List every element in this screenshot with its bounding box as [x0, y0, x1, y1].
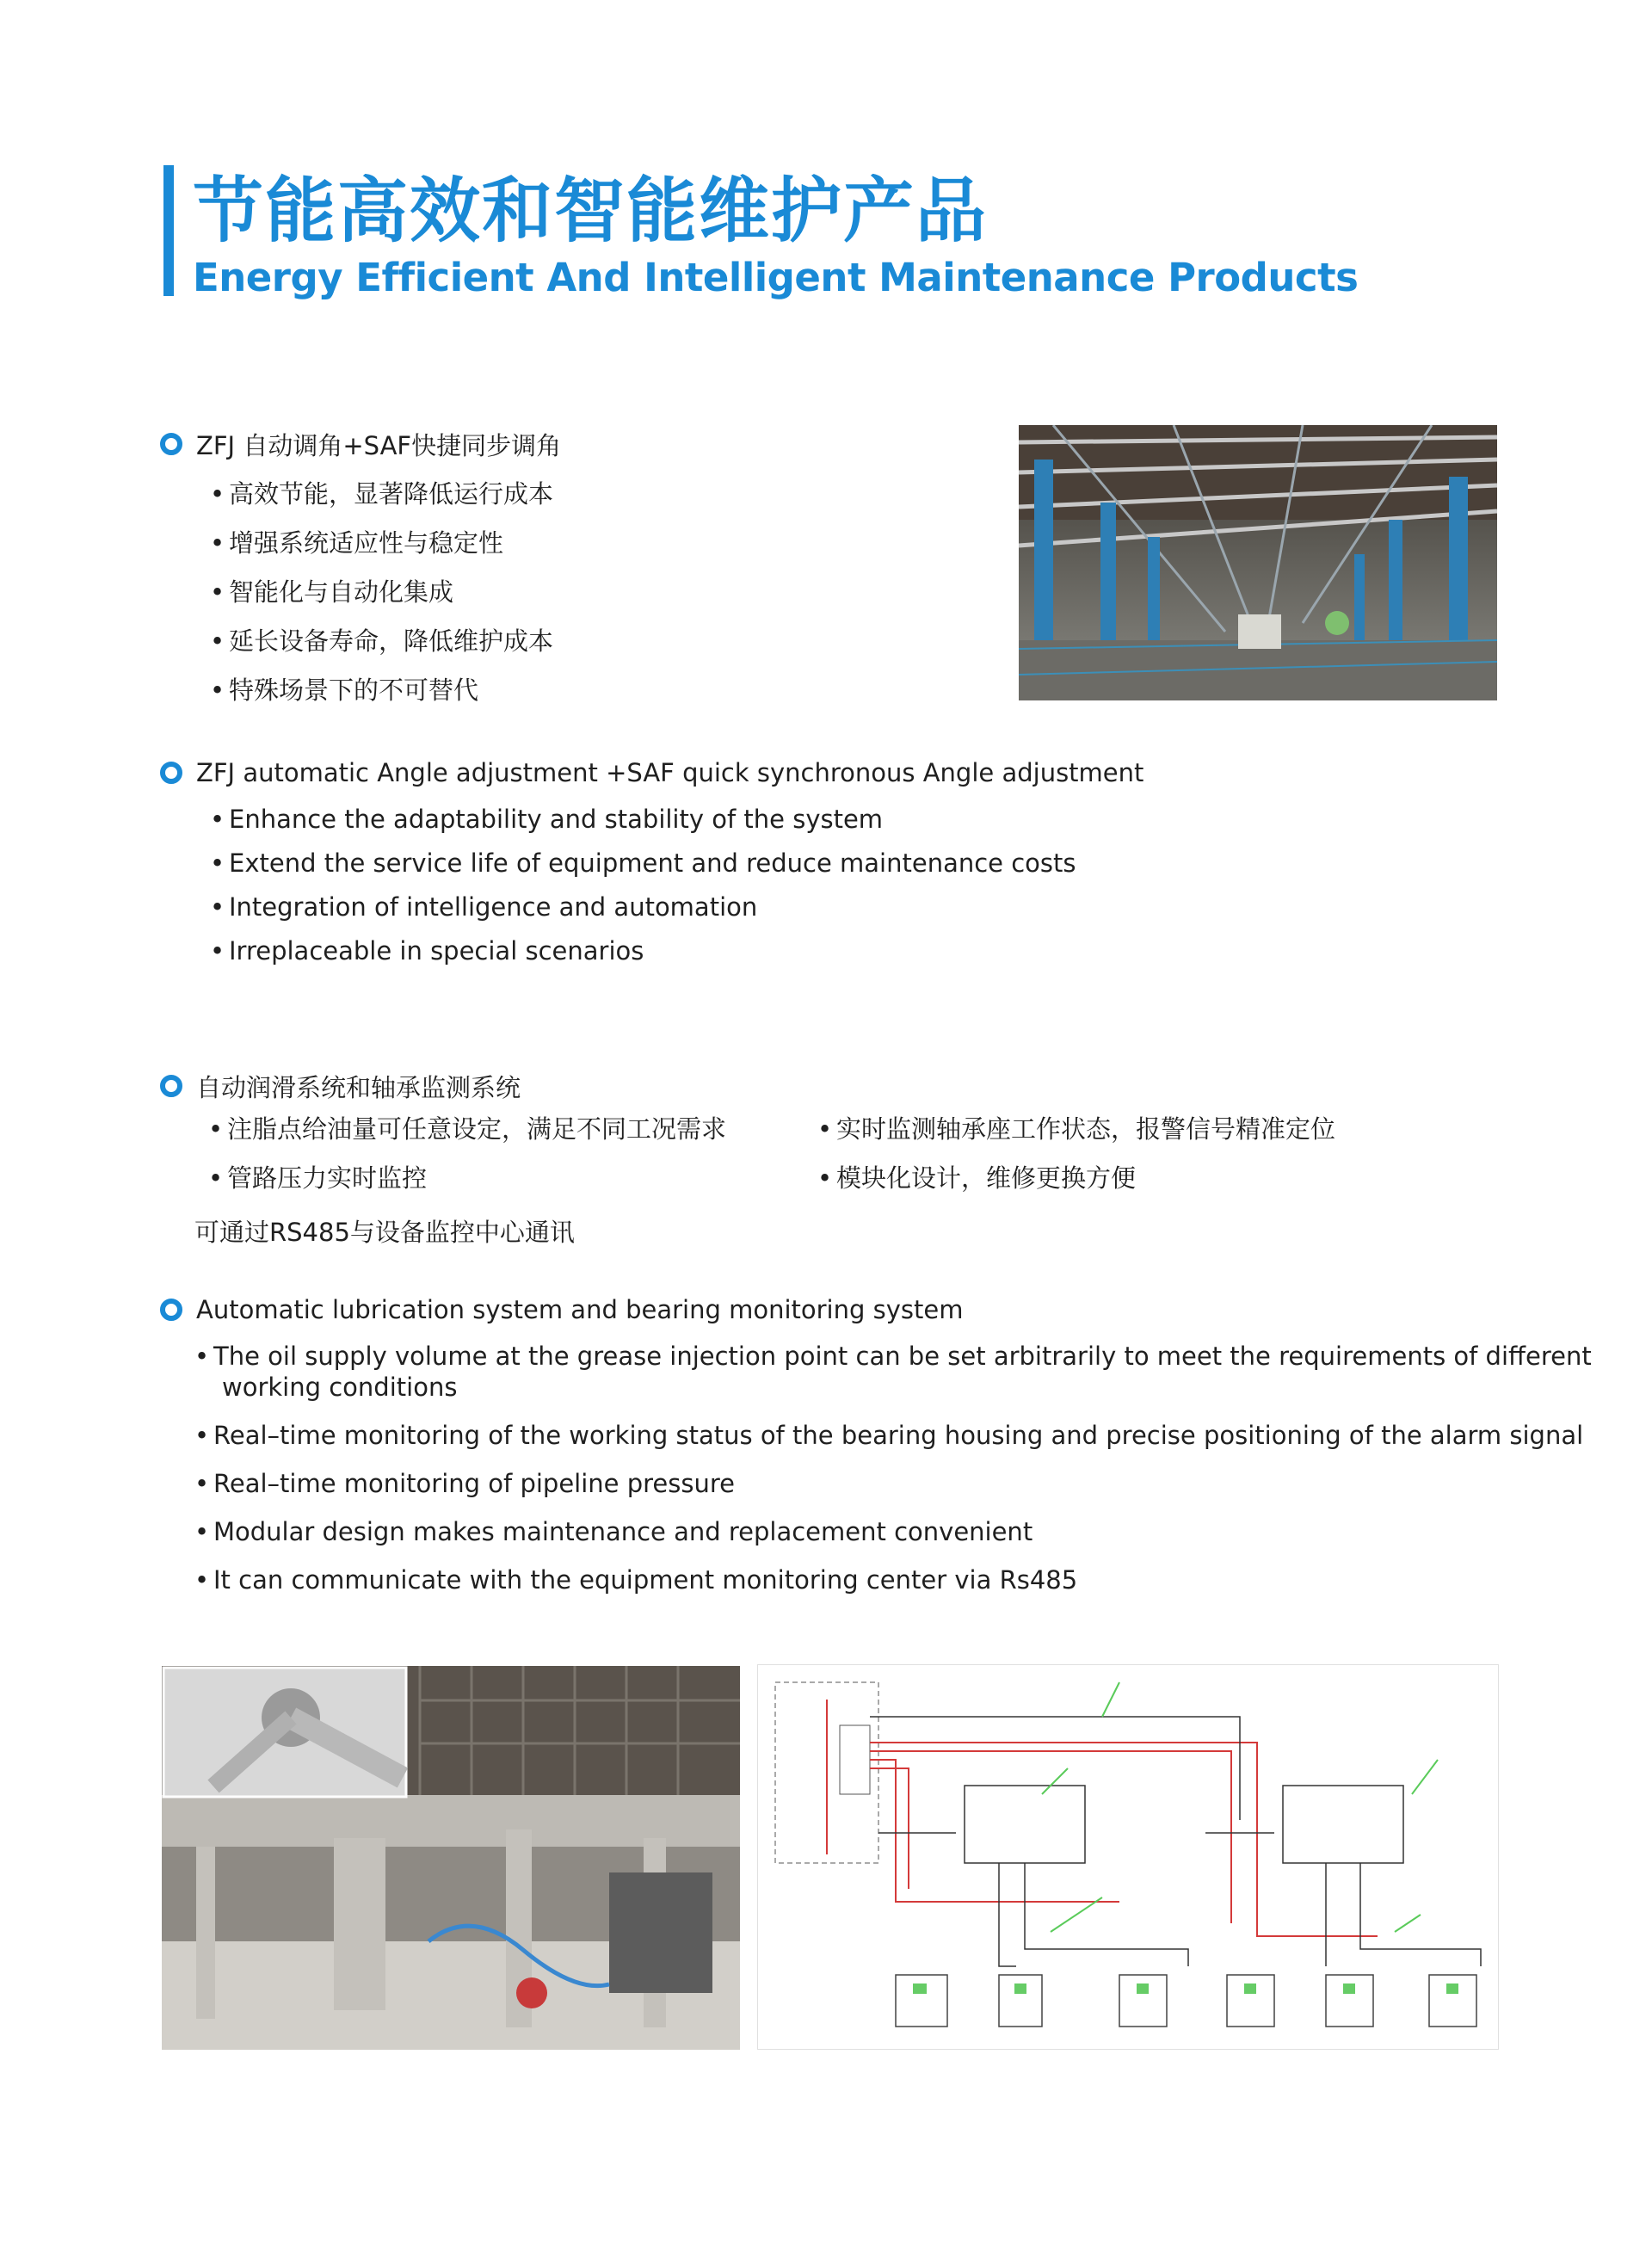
ring-bullet-icon	[160, 1075, 182, 1097]
list-item: • 实时监测轴承座工作状态，报警信号精准定位	[836, 1110, 1335, 1159]
installation-illustration	[162, 1666, 740, 2050]
title-accent-bar	[163, 165, 174, 296]
list-item: • 特殊场景下的不可替代	[229, 671, 561, 720]
list-item: • 管路压力实时监控	[227, 1159, 726, 1208]
section-en-lubrication	[160, 1291, 1592, 1613]
list-item: • Modular design makes maintenance and replacement convenient	[213, 1516, 1592, 1564]
list-item: • 模块化设计，维修更换方便	[836, 1159, 1335, 1208]
section-heading: 自动润滑系统和轴承监测系统	[160, 1067, 521, 1105]
bullet-list	[229, 475, 561, 720]
rs485-note: 可通过RS485与设备监控中心通讯	[194, 1218, 575, 1247]
list-item: • Enhance the adaptability and stability of the system	[229, 802, 1143, 846]
list-item: • 增强系统适应性与稳定性	[229, 524, 561, 573]
section-heading: ZFJ automatic Angle adjustment +SAF quick synchronous Angle adjustment	[160, 754, 1143, 792]
bullet-list	[213, 1341, 1592, 1613]
page-title: 节能高效和智能维护产品	[193, 170, 989, 252]
section-cn-angle	[160, 425, 561, 720]
ring-bullet-icon	[160, 433, 182, 455]
lubrication-photo	[162, 1666, 740, 2050]
section-heading: ZFJ 自动调角+SAF快捷同步调角	[160, 425, 561, 463]
page-subtitle: Energy Efficient And Intelligent Maintenance Products	[193, 255, 1359, 300]
list-item: • Extend the service life of equipment and reduce maintenance costs	[229, 846, 1143, 890]
cooling-tower-photo	[1019, 425, 1497, 700]
list-item: • 注脂点给油量可任意设定，满足不同工况需求	[227, 1110, 726, 1159]
list-item: • Real–time monitoring of the working status of the bearing housing and precise positioning of the alarm signal	[213, 1420, 1592, 1468]
list-item: • 高效节能，显著降低运行成本	[229, 475, 561, 524]
ring-bullet-icon	[160, 1299, 182, 1321]
section-en-angle	[160, 754, 1143, 978]
list-item: • 智能化与自动化集成	[229, 573, 561, 622]
section-cn-lubrication	[160, 1067, 521, 1105]
list-item: • The oil supply volume at the grease injection point can be set arbitrarily to meet the requirements of different	[213, 1341, 1592, 1372]
lubrication-schematic	[757, 1664, 1499, 2050]
bullet-list-left	[227, 1110, 726, 1208]
ring-bullet-icon	[160, 762, 182, 784]
list-item: • It can communicate with the equipment monitoring center via Rs485	[213, 1564, 1592, 1613]
schematic-illustration	[758, 1665, 1498, 2049]
list-item: • 延长设备寿命，降低维护成本	[229, 622, 561, 671]
list-item: • Irreplaceable in special scenarios	[229, 934, 1143, 978]
bullet-list-right	[836, 1110, 1335, 1208]
structure-illustration	[1019, 425, 1497, 700]
bullet-list	[229, 802, 1143, 978]
section-heading: Automatic lubrication system and bearing monitoring system	[160, 1291, 1592, 1329]
list-item: • Real–time monitoring of pipeline pressure	[213, 1468, 1592, 1516]
list-item: • Integration of intelligence and automation	[229, 890, 1143, 934]
list-item-continuation: working conditions	[222, 1373, 458, 1402]
